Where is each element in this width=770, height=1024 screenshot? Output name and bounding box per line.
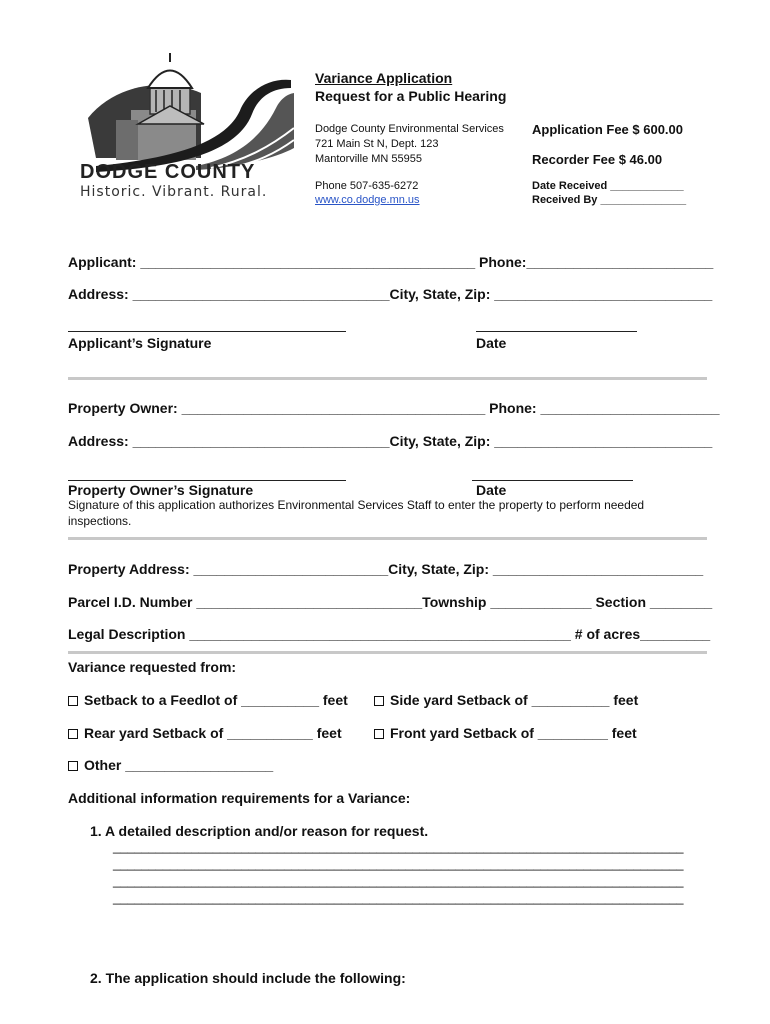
option-other[interactable] [68, 757, 273, 773]
department-phone: Phone 507-635-6272 [315, 180, 419, 192]
date-received: Date Received ____________ [532, 180, 684, 192]
option-side-yard-label: Side yard Setback of __________ feet [390, 692, 639, 708]
applicant-address-row[interactable]: Address: _________________________________City, State, Zip: ____________________________ [68, 286, 713, 302]
option-feedlot[interactable] [68, 692, 348, 708]
owner-address-row[interactable]: Address: _________________________________City, State, Zip: ____________________________ [68, 433, 713, 449]
section-divider [68, 651, 707, 654]
owner-signature-line[interactable] [68, 480, 346, 481]
description-line[interactable]: ________________________________________________________________________________ [113, 890, 684, 905]
variance-heading: Variance requested from: [68, 659, 237, 675]
received-by: Received By ______________ [532, 194, 687, 206]
form-title: Variance Application [315, 70, 453, 86]
checkbox-other[interactable] [68, 761, 78, 771]
requirement-item-1: 1. A detailed description and/or reason for request. [90, 823, 429, 839]
owner-signature-label: Property Owner’s Signature [68, 482, 254, 498]
form-subtitle: Request for a Public Hearing [315, 88, 507, 104]
department-website-link[interactable]: www.co.dodge.mn.us [315, 194, 420, 206]
department-street: 721 Main St N, Dept. 123 [315, 138, 439, 150]
option-feedlot-label: Setback to a Feedlot of __________ feet [84, 692, 348, 708]
description-line[interactable]: ________________________________________________________________________________ [113, 856, 684, 871]
legal-description-row[interactable]: Legal Description _________________________________________________ # of acres_________ [68, 626, 711, 642]
requirement-item-2: 2. The application should include the following: [90, 970, 406, 986]
option-rear-yard[interactable] [68, 725, 342, 741]
checkbox-feedlot[interactable] [68, 696, 78, 706]
parcel-row[interactable]: Parcel I.D. Number _____________________________Township _____________ Section ________ [68, 594, 713, 610]
owner-date-line[interactable] [472, 480, 633, 481]
checkbox-rear-yard[interactable] [68, 729, 78, 739]
owner-date-label: Date [476, 482, 507, 498]
applicant-signature-label: Applicant’s Signature [68, 335, 212, 351]
applicant-date-line[interactable] [476, 331, 637, 332]
section-divider [68, 377, 707, 380]
option-front-yard-label: Front yard Setback of _________ feet [390, 725, 637, 741]
option-other-label: Other ___________________ [84, 757, 274, 773]
checkbox-front-yard[interactable] [374, 729, 384, 739]
property-address-row[interactable]: Property Address: _________________________City, State, Zip: ___________________________ [68, 561, 704, 577]
option-rear-yard-label: Rear yard Setback of ___________ feet [84, 725, 342, 741]
logo-tagline: Historic. Vibrant. Rural. [80, 184, 268, 200]
applicant-phone-row[interactable]: Applicant: ___________________________________________ Phone:________________________ [68, 254, 714, 270]
applicant-date-label: Date [476, 335, 507, 351]
authorization-note: Signature of this application authorizes Environmental Services Staff to enter the property to perform needed [68, 498, 645, 512]
county-logo [76, 48, 296, 198]
application-fee: Application Fee $ 600.00 [532, 122, 684, 137]
department-name: Dodge County Environmental Services [315, 123, 504, 135]
description-line[interactable]: ________________________________________________________________________________ [113, 839, 684, 854]
additional-heading: Additional information requirements for a Variance: [68, 790, 411, 806]
logo-name: DODGE COUNTY [80, 161, 256, 183]
owner-phone-row[interactable]: Property Owner: _______________________________________ Phone: _______________________ [68, 400, 720, 416]
option-side-yard[interactable] [374, 692, 638, 708]
recorder-fee: Recorder Fee $ 46.00 [532, 152, 663, 167]
authorization-note-cont: inspections. [68, 514, 132, 528]
courthouse-logo-icon [76, 48, 296, 173]
section-divider [68, 537, 707, 540]
department-city: Mantorville MN 55955 [315, 153, 422, 165]
option-front-yard[interactable] [374, 725, 637, 741]
applicant-signature-line[interactable] [68, 331, 346, 332]
description-line[interactable]: ________________________________________________________________________________ [113, 873, 684, 888]
checkbox-side-yard[interactable] [374, 696, 384, 706]
